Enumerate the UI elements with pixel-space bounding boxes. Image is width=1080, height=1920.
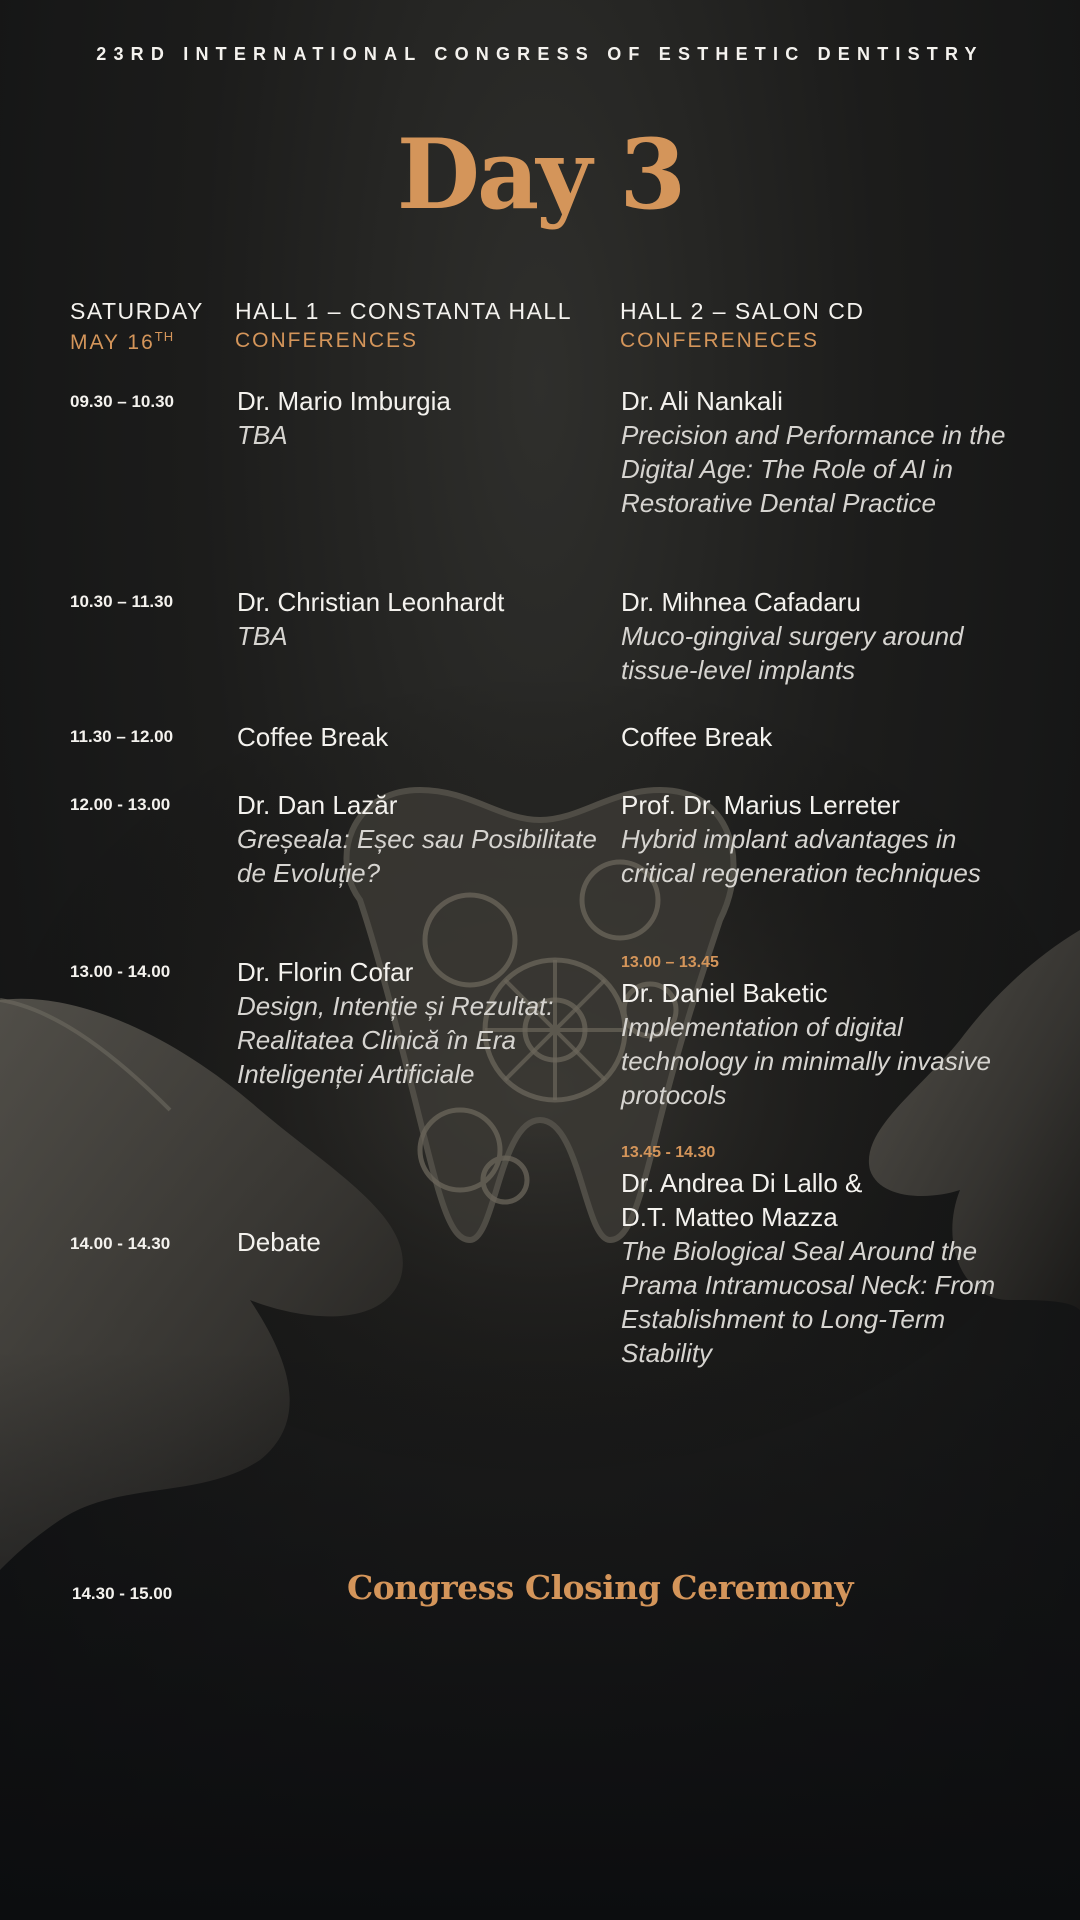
session-topic: TBA	[237, 420, 288, 450]
session-hall2	[621, 384, 1011, 520]
speaker-name: Dr. Mario Imburgia	[237, 386, 451, 416]
speaker-name: Prof. Dr. Marius Lerreter	[621, 790, 900, 820]
speaker-name: Dr. Andrea Di Lallo &	[621, 1168, 863, 1198]
session-topic: Muco-gingival surgery around tissue-level implants	[621, 621, 964, 685]
day-heading: Day 3	[396, 118, 684, 231]
hall2-title: HALL 2 – SALON CD	[620, 298, 865, 324]
hall2-subtitle: CONFERENECES	[620, 329, 820, 352]
hall1-header	[235, 298, 572, 353]
congress-title: 23RD INTERNATIONAL CONGRESS OF ESTHETIC DENTISTRY	[96, 44, 984, 64]
time-slot: 10.30 – 11.30	[70, 592, 174, 611]
speaker-name: Dr. Christian Leonhardt	[237, 587, 505, 617]
coffee-break: Coffee Break	[237, 722, 389, 752]
speaker-name: Dr. Florin Cofar	[237, 957, 414, 987]
date-suffix: TH	[154, 329, 175, 344]
session-hall2	[621, 720, 1011, 754]
session-topic: Implementation of digital technology in minimally invasive protocols	[621, 1012, 991, 1110]
session-topic: Greșeala: Eșec sau Posibilitate de Evoluție?	[237, 824, 597, 888]
time-slot: 12.00 - 13.00	[70, 795, 171, 814]
session-topic: Precision and Performance in the Digital Age: The Role of AI in Restorative Dental Practice	[621, 420, 1006, 518]
sub-time-slot: 13.00 – 13.45	[621, 954, 719, 971]
session-hall2-a	[621, 954, 1011, 1112]
closing-ceremony: Congress Closing Ceremony	[346, 1568, 854, 1607]
speaker-name: D.T. Matteo Mazza	[621, 1202, 838, 1232]
time-slot: 13.00 - 14.00	[70, 962, 171, 981]
debate: Debate	[237, 1227, 321, 1257]
session-hall2	[621, 585, 1011, 687]
session-hall1	[237, 788, 597, 890]
session-hall1	[237, 720, 597, 754]
date-weekday: SATURDAY	[70, 298, 204, 324]
time-slot: 09.30 – 10.30	[70, 392, 174, 411]
speaker-name: Dr. Daniel Baketic	[621, 978, 828, 1008]
sub-time-slot: 13.45 - 14.30	[621, 1144, 716, 1161]
speaker-name: Dr. Mihnea Cafadaru	[621, 587, 861, 617]
time-slot: 14.00 - 14.30	[70, 1234, 171, 1253]
hall1-title: HALL 1 – CONSTANTA HALL	[235, 298, 573, 324]
speaker-name: Dr. Dan Lazăr	[237, 790, 398, 820]
session-hall1	[237, 955, 597, 1091]
session-hall1	[237, 585, 597, 653]
session-topic: Design, Intenție și Rezultat: Realitatea Clinică în Era Inteligenței Artificiale	[237, 991, 554, 1089]
session-topic: The Biological Seal Around the Prama Intramucosal Neck: From Establishment to Long-Term Stability	[621, 1236, 996, 1368]
hall1-subtitle: CONFERENCES	[235, 329, 419, 352]
time-slot: 11.30 – 12.00	[70, 727, 174, 746]
speaker-name: Dr. Ali Nankali	[621, 386, 783, 416]
session-hall1	[237, 384, 597, 452]
coffee-break: Coffee Break	[621, 722, 773, 752]
session-topic: TBA	[237, 621, 288, 651]
hall2-header	[620, 298, 865, 353]
date-month-text: MAY 16	[70, 331, 155, 354]
date-header	[70, 298, 204, 355]
session-hall2-b	[621, 1144, 1011, 1370]
session-hall2	[621, 788, 1011, 890]
session-topic: Hybrid implant advantages in critical regeneration techniques	[621, 824, 981, 888]
date-month	[70, 329, 204, 355]
closing-time: 14.30 - 15.00	[72, 1584, 173, 1603]
session-hall1	[237, 1225, 597, 1259]
